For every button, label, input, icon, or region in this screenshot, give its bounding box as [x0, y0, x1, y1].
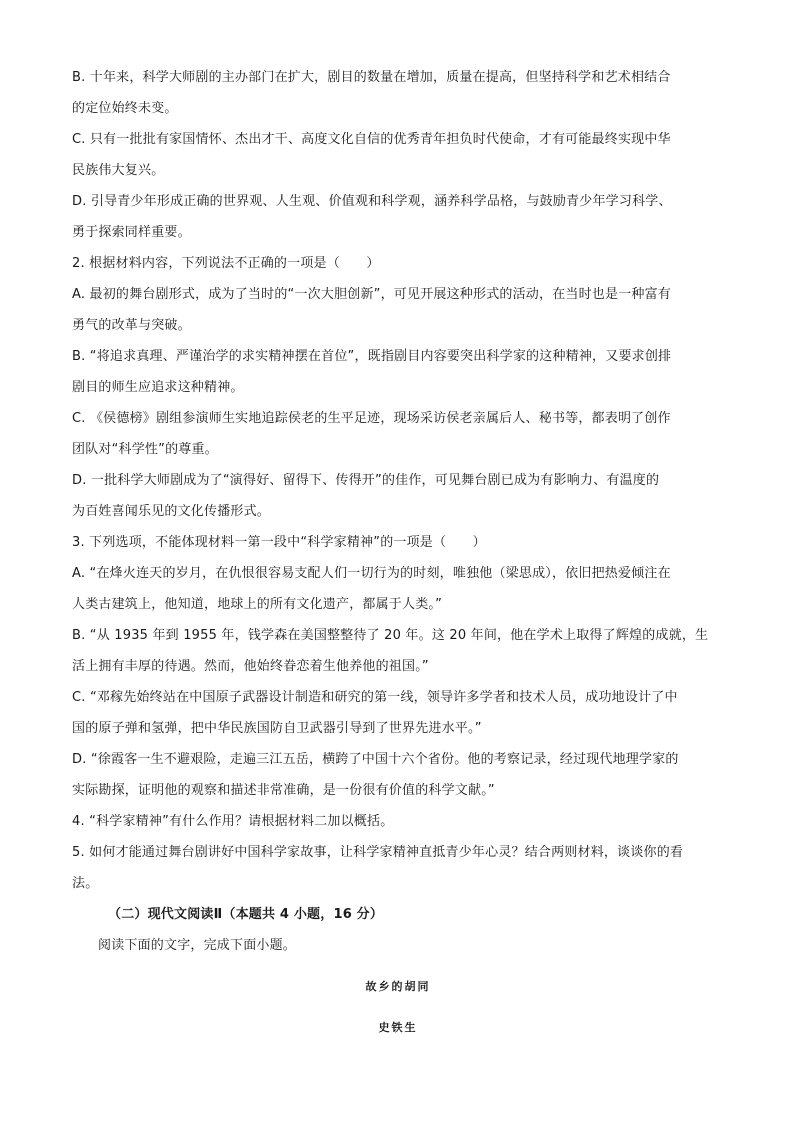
q4-stem: 4. “科学家精神”有什么作用？请根据材料二加以概括。 [72, 814, 394, 829]
q3-option-d-line1: D. “徐霞客一生不避艰险，走遍三江五岳，横跨了中国十六个省份。他的考察记录，经过现代地理学家的 [72, 752, 679, 767]
q3-option-a-line1: A. “在烽火连天的岁月，在仇恨很容易支配人们一切行为的时刻，唯独他（梁思成），依旧把热爱倾注在 [72, 566, 671, 581]
q1-option-b-line1: B. 十年来，科学大师剧的主办部门在扩大，剧目的数量在增加，质量在提高，但坚持科学和艺术相结合 [72, 70, 671, 85]
reading-instruction: 阅读下面的文字，完成下面小题。 [98, 938, 297, 953]
q3-option-b-line1: B. “从 1935 年到 1955 年，钱学森在美国整整待了 20 年。这 20 年间，他在学术上取得了辉煌的成就，生 [72, 628, 709, 643]
q5-stem-line2: 法。 [72, 876, 99, 891]
q3-option-a [72, 558, 724, 620]
q3-option-b-line2: 活上拥有丰厚的待遇。然而，他始终眷恋着生他养他的祖国。” [72, 659, 429, 674]
q1-option-c [72, 124, 724, 186]
q2-option-a [72, 279, 724, 341]
q3-option-a-line2: 人类古建筑上，他知道，地球上的所有文化遗产，都属于人类。” [72, 597, 443, 612]
q2-option-c [72, 403, 724, 465]
q2-option-a-line2: 勇气的改革与突破。 [72, 318, 191, 333]
q1-option-d-line2: 勇于探索同样重要。 [72, 225, 191, 240]
q2-option-a-line1: A. 最初的舞台剧形式，成为了当时的“一次大胆创新”，可见开展这种形式的活动，在当时也是一种富有 [72, 287, 671, 302]
q3-option-c-line2: 国的原子弹和氢弹，把中华民族国防自卫武器引导到了世界先进水平。” [72, 721, 482, 736]
q3-option-d [72, 744, 724, 806]
q1-option-c-line1: C. 只有一批批有家国情怀、杰出才干、高度文化自信的优秀青年担负时代使命，才有可能最终实现中华 [72, 132, 671, 147]
q2-option-d-line2: 为百姓喜闻乐见的文化传播形式。 [72, 504, 271, 519]
q5-stem-line1: 5. 如何才能通过舞台剧讲好中国科学家故事，让科学家精神直抵青少年心灵？结合两则材料，谈谈你的看 [72, 845, 684, 860]
q2-option-c-line2: 团队对“科学性”的尊重。 [72, 442, 218, 457]
q3-stem: 3. 下列选项，不能体现材料一第一段中“科学家精神”的一项是（ ） [72, 535, 486, 550]
q2-option-b-line1: B. “将追求真理、严谨治学的求实精神摆在首位”，既指剧目内容要突出科学家的这种精神，又要求创排 [72, 349, 672, 364]
q5-stem [72, 837, 724, 899]
q3-option-c [72, 682, 724, 744]
q1-option-d-line1: D. 引导青少年形成正确的世界观、人生观、价值观和科学观，涵养科学品格，与鼓励青少年学习科学、 [72, 194, 672, 209]
section-heading: （二）现代文阅读Ⅱ（本题共 4 小题，16 分） [108, 907, 384, 922]
q1-option-b [72, 62, 724, 124]
q1-option-c-line2: 民族伟大复兴。 [72, 163, 165, 178]
q3-option-b [72, 620, 724, 682]
q2-option-d [72, 465, 724, 527]
q2-option-b-line2: 剧目的师生应追求这种精神。 [72, 380, 244, 395]
q3-option-d-line2: 实际勘探，证明他的观察和描述非常准确，是一份很有价值的科学文献。” [72, 783, 495, 798]
article-title: 故乡的胡同 [365, 980, 431, 993]
q2-option-b [72, 341, 724, 403]
q2-option-d-line1: D. 一批科学大师剧成为了“演得好、留得下、传得开”的佳作，可见舞台剧已成为有影响力、有温度的 [72, 473, 660, 488]
q1-option-d [72, 186, 724, 248]
q1-option-b-line2: 的定位始终未变。 [72, 101, 178, 116]
article-author: 史铁生 [378, 1021, 418, 1034]
exam-page [72, 62, 724, 1043]
q2-stem: 2. 根据材料内容，下列说法不正确的一项是（ ） [72, 256, 380, 271]
q2-option-c-line1: C. 《侯德榜》剧组参演师生实地追踪侯老的生平足迹，现场采访侯老亲属后人、秘书等，都表明了创作 [72, 411, 671, 426]
q3-option-c-line1: C. “邓稼先始终站在中国原子武器设计制造和研究的第一线，领导许多学者和技术人员，成功地设计了中 [72, 690, 678, 705]
